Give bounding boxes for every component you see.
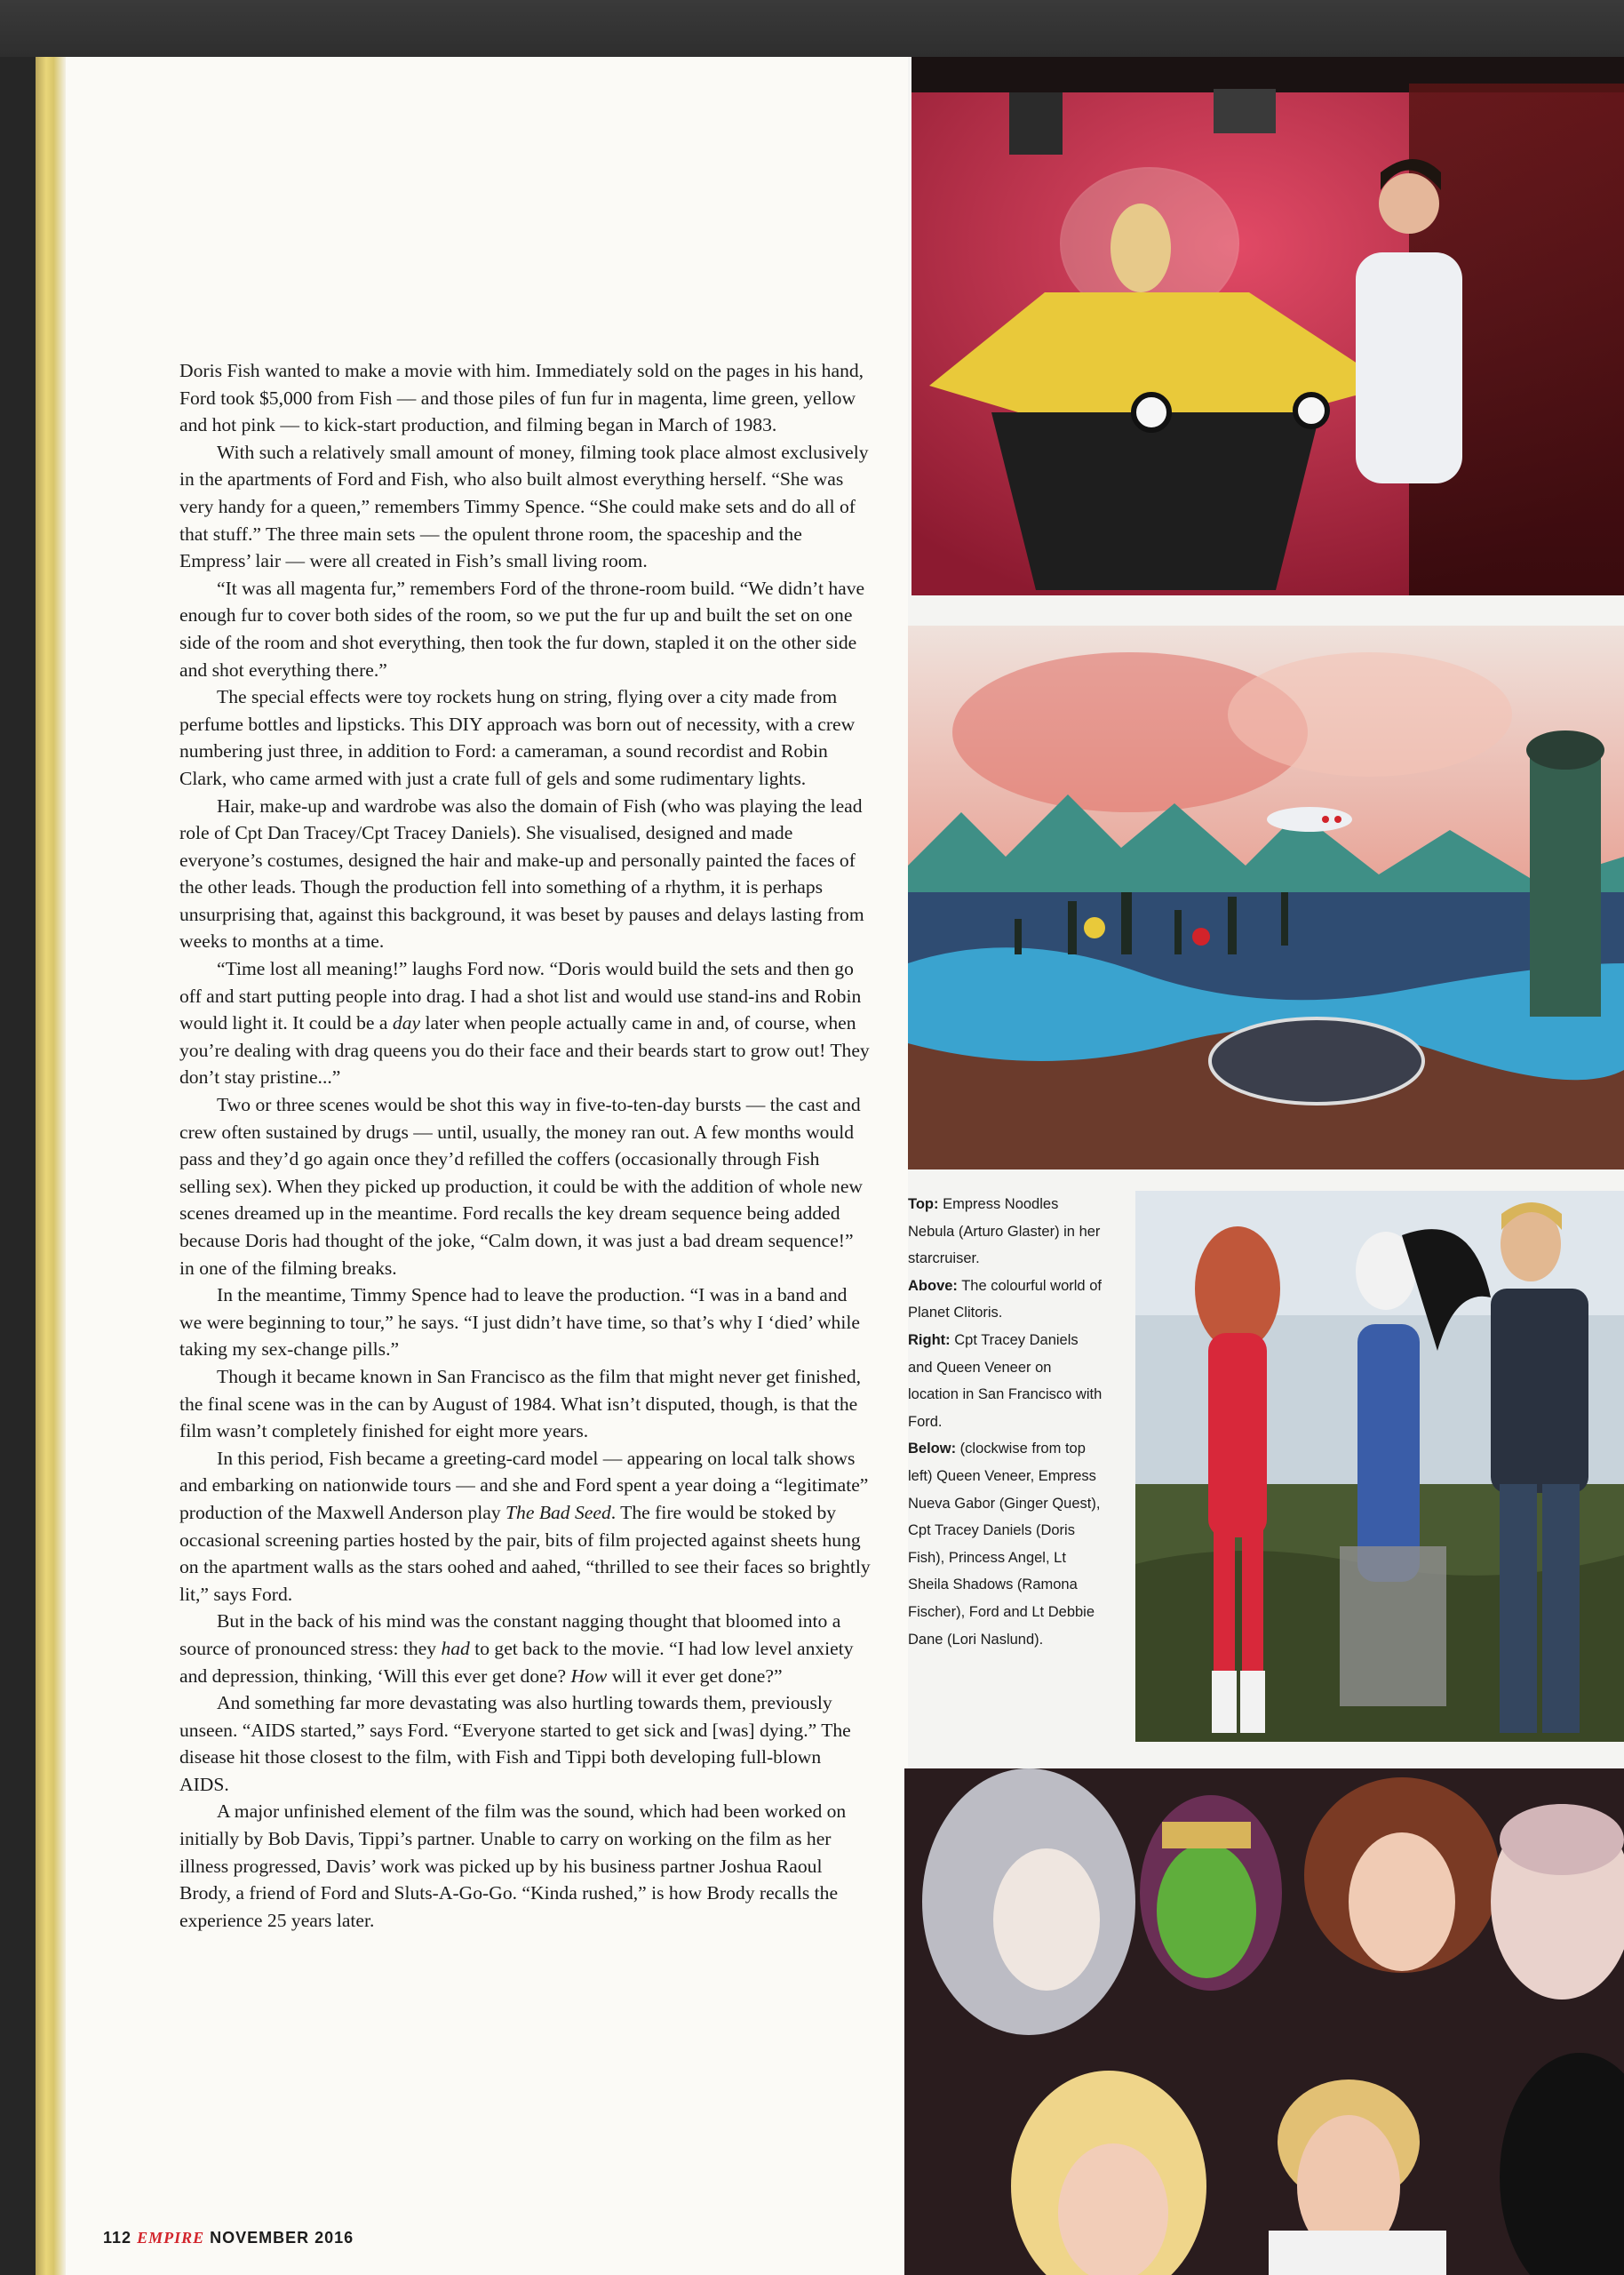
caption-text: Cpt Tracey Daniels and Queen Veneer on location in San Francisco with Ford. bbox=[908, 1331, 1103, 1430]
article-paragraph: A major unfinished element of the film was the sound, which had been worked on initially by Bob Davis, Tippi’s partner. Unable to carry on working on the film as her illness progressed, Davis’ work was picked up by his business partner Joshua Raoul Brody, a friend of Ford and Sluts-A-Go-Go. “Kinda rushed,” is how Brody recalls the experience 25 years later. bbox=[179, 1800, 847, 1931]
article-paragraph: In the meantime, Timmy Spence had to leave the production. “I was in a band and we were beginning to tour,” he says. “I just didn’t have time, so that’s why I ‘died’ while taking my sex-change pills.” bbox=[179, 1284, 860, 1361]
folio-page-number: 112 bbox=[103, 2229, 132, 2247]
caption-below bbox=[908, 1435, 1103, 1653]
page-spine bbox=[36, 57, 66, 2275]
text-emphasis: day bbox=[392, 1012, 421, 1034]
article-paragraph: Hair, make-up and wardrobe was also the domain of Fish (who was playing the lead role of Cpt Dan Tracey/Cpt Tracey Daniels). She visualised, designed and made everyone’s costumes, designed the hair and make-up and personally painted the faces of the other leads. Though the production fell into something of a rhythm, it is perhaps unsurprising that, against this background, it was beset by pauses and delays lasting from weeks to months at a time. bbox=[179, 794, 864, 953]
caption-text: (clockwise from top left) Queen Veneer, Empress Nueva Gabor (Ginger Quest), Cpt Tracey Daniels (Doris Fish), Princess Angel, Lt Sheila Shadows (Ramona Fischer), Ford and Lt Debbie Dane (Lori Naslund). bbox=[908, 1441, 1101, 1648]
page-folio bbox=[103, 2229, 354, 2247]
article-paragraph: The special effects were toy rockets hung on string, flying over a city made from perfume bottles and lipsticks. This DIY approach was born out of necessity, with a crew numbering just three, in addition to Ford: a cameraman, a sound recordist and Robin Clark, who came armed with just a crate full of gels and some rudimentary lights. bbox=[179, 686, 856, 789]
text-run: In this period, Fish became a greeting-card model — appearing on local talk shows and embarking on nationwide tours — and she and Ford spent a year doing a “legitimate” production of the Maxwell Anderson play bbox=[179, 1447, 869, 1523]
article-paragraph bbox=[179, 1608, 872, 1689]
folio-brand: EMPIRE bbox=[137, 2229, 205, 2247]
caption-label: Top: bbox=[908, 1196, 939, 1212]
photo-cast-group bbox=[904, 1768, 1624, 2275]
text-emphasis: had bbox=[441, 1637, 470, 1659]
scan-left-edge bbox=[0, 57, 36, 2275]
article-paragraph: “It was all magenta fur,” remembers Ford of the throne-room build. “We didn’t have enough fur to cover both sides of the room, so we put the fur up and built the set on one side of the room and shot everything, then took the fur down, stapled it on the other side and shot everything there.” bbox=[179, 577, 865, 681]
article-body bbox=[179, 357, 872, 1934]
caption-above bbox=[908, 1273, 1103, 1327]
text-run: . The fire would be stoked by occasional screening parties hosted by the pair, bits of film projected against sheets hung on the apartment walls as the stars oohed and aahed, “thrilled to see their faces so brightly lit,” says Ford. bbox=[179, 1501, 871, 1605]
caption-text: Empress Noodles Nebula (Arturo Glaster) in her starcruiser. bbox=[908, 1196, 1101, 1267]
caption-right bbox=[908, 1327, 1103, 1435]
folio-issue: NOVEMBER 2016 bbox=[210, 2229, 354, 2247]
article-paragraph: Two or three scenes would be shot this way in five-to-ten-day bursts — the cast and crew often sustained by drugs — until, usually, the money ran out. A few months would pass and they’d go again once they’d refilled the coffers (occasionally through Fish selling sex). When they picked up production, it could be with the addition of whole new scenes dreamed up in the meantime. Ford recalls the key dream sequence being added because Doris had thought of the joke, “Calm down, it was just a bad dream sequence!” in one of the filming breaks. bbox=[179, 1094, 864, 1279]
caption-label: Right: bbox=[908, 1331, 951, 1348]
article-paragraph: With such a relatively small amount of money, filming took place almost exclusively in the apartments of Ford and Fish, who also built almost everything herself. “She was very handy for a queen,” remembers Timmy Spence. “She could make sets and do all of that stuff.” The three main sets — the opulent throne room, the spaceship and the Empress’ lair — were all created in Fish’s small living room. bbox=[179, 441, 869, 572]
text-run: But in the back of his mind was the constant nagging thought that bloomed into a source of pronounced stress: they bbox=[179, 1610, 841, 1659]
article-paragraph: Doris Fish wanted to make a movie with him. Immediately sold on the pages in his hand, Ford took $5,000 from Fish — and those piles of fun fur in magenta, lime green, yellow and hot pink — to kick-start production, and filming began in March of 1983. bbox=[179, 360, 864, 436]
article-paragraph bbox=[179, 955, 872, 1091]
caption-label: Above: bbox=[908, 1277, 958, 1294]
scan-top-edge bbox=[0, 0, 1624, 57]
text-run: later when people actually came in and, of course, when you’re dealing with drag queens you do their face and their beards start to grow out! They don’t stay pristine...” bbox=[179, 1012, 870, 1089]
caption-top bbox=[908, 1191, 1103, 1273]
text-run: to get back to the movie. “I had low level anxiety and depression, thinking, ‘Will this ever get done? bbox=[179, 1637, 854, 1687]
caption-label: Below: bbox=[908, 1441, 957, 1457]
photo-on-location bbox=[1135, 1191, 1624, 1742]
photo-captions bbox=[908, 1191, 1103, 1653]
article-paragraph bbox=[179, 1445, 872, 1608]
text-run: “Time lost all meaning!” laughs Ford now. “Doris would build the sets and then go off and start putting people into drag. I had a shot list and would use stand-ins and Robin would light it. It could be a bbox=[179, 958, 862, 1034]
article-paragraph: Though it became known in San Francisco as the film that might never get finished, the final scene was in the can by August of 1984. What isn’t disputed, though, is that the film wasn’t completely finished for eight more years. bbox=[179, 1365, 862, 1442]
article-paragraph: And something far more devastating was also hurtling towards them, previously unseen. “AIDS started,” says Ford. “Everyone started to get sick and [was] dying.” The disease hit those closest to the film, with Fish and Tippi both developing full-blown AIDS. bbox=[179, 1692, 851, 1795]
photo-starcruiser bbox=[912, 57, 1624, 595]
photo-planet-city bbox=[908, 626, 1624, 1169]
text-emphasis: How bbox=[570, 1664, 608, 1687]
text-emphasis: The Bad Seed bbox=[506, 1501, 611, 1523]
caption-text: The colourful world of Planet Clitoris. bbox=[908, 1277, 1102, 1321]
text-run: will it ever get done?” bbox=[607, 1664, 783, 1687]
